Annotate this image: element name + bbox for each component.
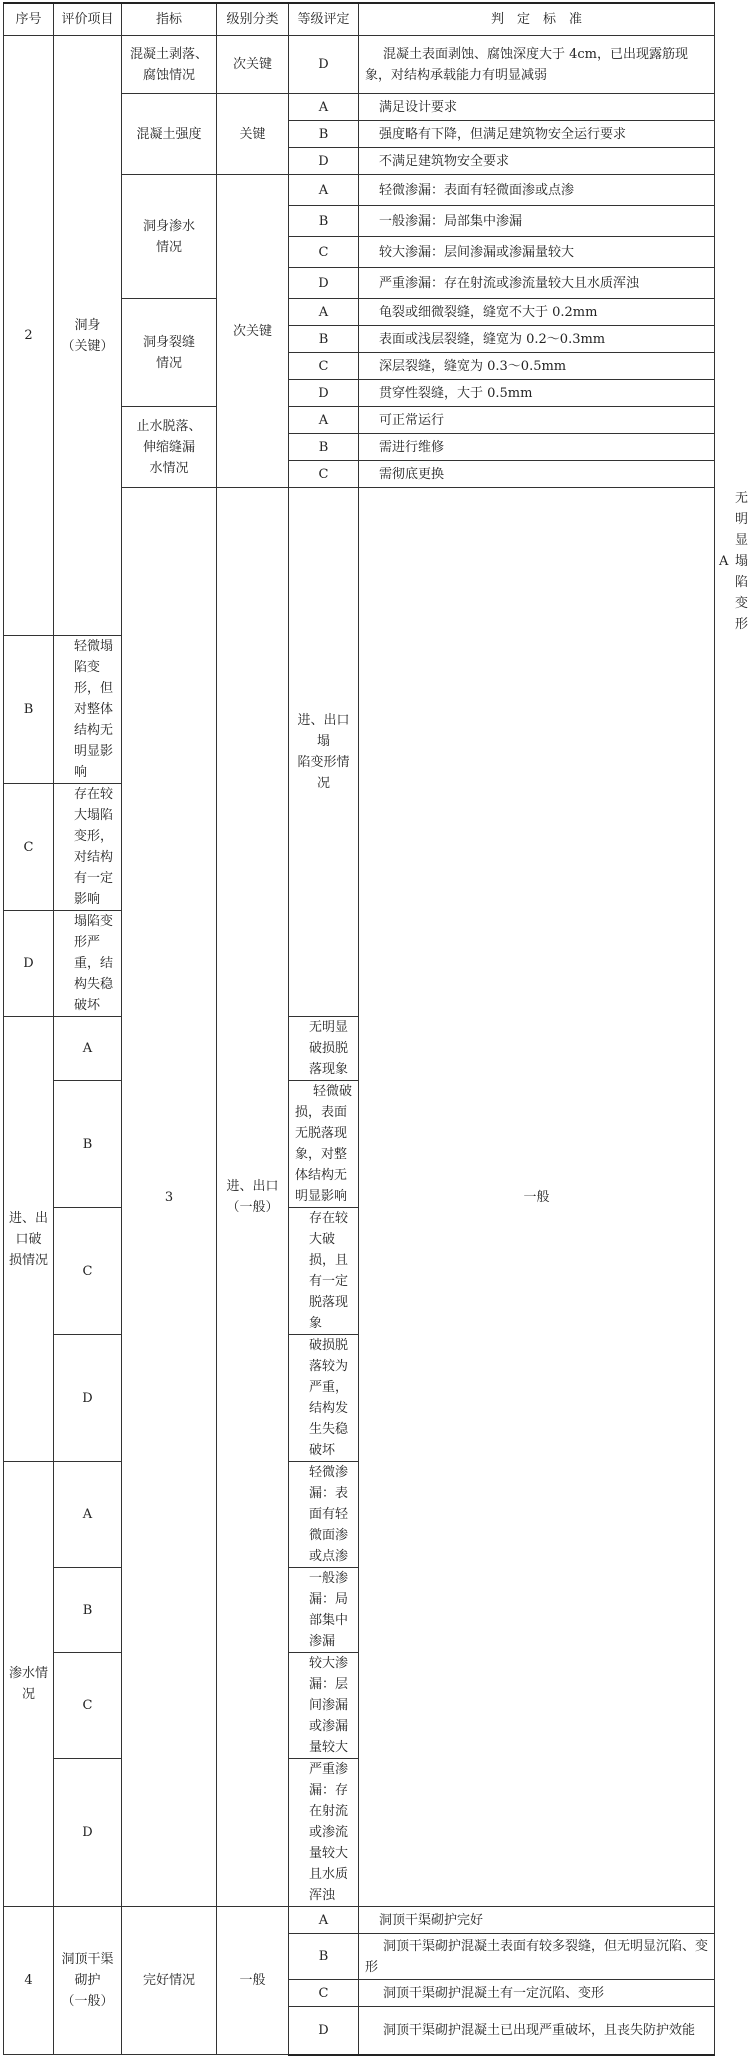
category-cell: 次关键 [217, 175, 289, 488]
header-index: 指标 [122, 3, 217, 36]
grade-cell: D [289, 268, 359, 299]
grade-cell: D [289, 36, 359, 94]
header-category: 级别分类 [217, 3, 289, 36]
standard-cell: 轻微渗漏：表面有轻微面渗或点渗 [289, 1462, 359, 1568]
standard-cell: 洞顶干渠砌护混凝土有一定沉陷、变形 [359, 1980, 715, 2007]
grade-cell: B [4, 636, 54, 784]
seq-cell: 4 [4, 1907, 54, 2055]
grade-cell: D [289, 148, 359, 175]
standard-cell: 一般渗漏：局部集中渗漏 [289, 1568, 359, 1653]
table-header-row [4, 3, 715, 36]
grade-cell: B [289, 206, 359, 237]
grade-cell: C [54, 1208, 122, 1335]
grade-cell: C [289, 461, 359, 488]
standard-cell: 轻微渗漏：表面有轻微面渗或点渗 [359, 175, 715, 206]
grade-cell: C [4, 784, 54, 911]
standard-cell: 轻微塌陷变形，但对整体结构无明显影响 [54, 636, 122, 784]
standard-cell: 不满足建筑物安全要求 [359, 148, 715, 175]
grade-cell: B [289, 434, 359, 461]
table-row: 3 进、出口 （一般） 进、出口塌 陷变形情况 一般 A 无明显塌陷变形 [4, 488, 715, 636]
standard-cell: 可正常运行 [359, 407, 715, 434]
standard-cell: 无明显破损脱落现象 [289, 1017, 359, 1081]
grade-cell: A [289, 94, 359, 121]
standard-cell: 轻微破损，表面无脱落现象，对整体结构无明显影响 [289, 1081, 359, 1208]
indicator-cell: 混凝土剥落、 腐蚀情况 [122, 36, 217, 94]
standard-cell: 洞顶干渠砌护混凝土表面有较多裂缝，但无明显沉陷、变形 [359, 1934, 715, 1980]
evaluation-table [3, 2, 748, 2056]
grade-cell: B [289, 1934, 359, 1980]
table-row [4, 1907, 715, 1934]
category-cell: 次关键 [217, 36, 289, 94]
standard-cell: 一般渗漏：局部集中渗漏 [359, 206, 715, 237]
indicator-cell: 混凝土强度 [122, 94, 217, 175]
standard-cell: 龟裂或细微裂缝，缝宽不大于 0.2mm [359, 299, 715, 326]
grade-cell: D [289, 2007, 359, 2055]
standard-cell: 洞顶干渠砌护完好 [359, 1907, 715, 1934]
standard-cell: 塌陷变形严重，结构失稳破坏 [54, 911, 122, 1017]
standard-cell: 洞顶干渠砌护混凝土已出现严重破坏，且丧失防护效能 [359, 2007, 715, 2055]
grade-cell: A [289, 407, 359, 434]
standard-cell: 严重渗漏：存在射流或渗流量较大且水质浑浊 [289, 1759, 359, 1907]
grade-cell: D [54, 1335, 122, 1462]
standard-cell: 需彻底更换 [359, 461, 715, 488]
grade-cell: D [4, 911, 54, 1017]
standard-cell: 存在较大塌陷变形，对结构有一定影响 [54, 784, 122, 911]
header-seq: 序号 [4, 3, 54, 36]
indicator-cell: 洞身渗水 情况 [122, 175, 217, 299]
standard-cell: 强度略有下降，但满足建筑物安全运行要求 [359, 121, 715, 148]
grade-cell: D [54, 1759, 122, 1907]
header-standard: 判 定 标 准 [359, 3, 715, 36]
standard-cell: 较大渗漏：层间渗漏或渗漏量较大 [289, 1653, 359, 1759]
indicator-cell: 完好情况 [122, 1907, 217, 2055]
header-item: 评价项目 [54, 3, 122, 36]
standard-cell: 较大渗漏：层间渗漏或渗漏量较大 [359, 237, 715, 268]
seq-cell: 3 [122, 488, 217, 1907]
grade-cell: C [289, 237, 359, 268]
standard-cell: 需进行维修 [359, 434, 715, 461]
grade-cell: B [289, 121, 359, 148]
grade-cell: D [289, 380, 359, 407]
grade-cell: A [54, 1017, 122, 1081]
header-grade: 等级评定 [289, 3, 359, 36]
indicator-cell: 进、出口破 损情况 [4, 1017, 54, 1462]
standard-cell: 混凝土表面剥蚀、腐蚀深度大于 4cm，已出现露筋现象，对结构承载能力有明显减弱 [359, 36, 715, 94]
grade-cell: C [289, 353, 359, 380]
category-cell: 一般 [217, 1907, 289, 2055]
indicator-cell: 止水脱落、 伸缩缝漏 水情况 [122, 407, 217, 488]
standard-cell: 满足设计要求 [359, 94, 715, 121]
item-cell: 洞顶干渠 砌护 （一般） [54, 1907, 122, 2055]
grade-cell: B [54, 1081, 122, 1208]
standard-cell: 存在较大破损，且有一定脱落现象 [289, 1208, 359, 1335]
category-cell: 关键 [217, 94, 289, 175]
grade-cell: A [289, 299, 359, 326]
standard-cell: 深层裂缝，缝宽为 0.3～0.5mm [359, 353, 715, 380]
indicator-cell: 渗水情况 [4, 1462, 54, 1907]
category-cell: 一般 [359, 488, 715, 1907]
grade-cell: A [54, 1462, 122, 1568]
grade-cell: B [54, 1568, 122, 1653]
item-cell: 洞身 （关键） [54, 36, 122, 636]
grade-cell: A [289, 175, 359, 206]
grade-cell: C [54, 1653, 122, 1759]
standard-cell: 破损脱落较为严重，结构发生失稳破坏 [289, 1335, 359, 1462]
standard-cell: 贯穿性裂缝，大于 0.5mm [359, 380, 715, 407]
indicator-cell: 洞身裂缝 情况 [122, 299, 217, 407]
grade-cell: B [289, 326, 359, 353]
item-cell: 进、出口 （一般） [217, 488, 289, 1907]
seq-cell: 2 [4, 36, 54, 636]
grade-cell: C [289, 1980, 359, 2007]
standard-cell: 严重渗漏：存在射流或渗流量较大且水质浑浊 [359, 268, 715, 299]
standard-cell: 表面或浅层裂缝，缝宽为 0.2～0.3mm [359, 326, 715, 353]
indicator-cell: 进、出口塌 陷变形情况 [289, 488, 359, 1017]
table-row [4, 36, 715, 94]
grade-cell: A [289, 1907, 359, 1934]
